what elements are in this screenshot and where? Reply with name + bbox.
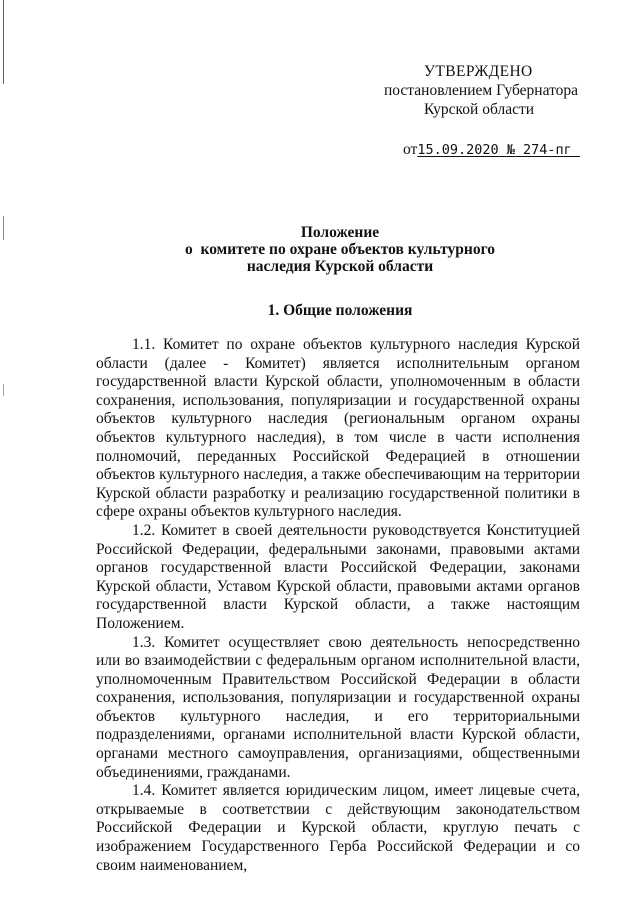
number-sign: №	[506, 142, 515, 158]
section-heading: 1. Общие положения	[267, 302, 413, 319]
date-value: 15.09.2020	[417, 142, 499, 158]
title-line-1: Положение	[300, 224, 380, 241]
number-value: 274-пг	[523, 142, 572, 158]
paragraph-1-2: 1.2. Комитет в своей деятельности руководствуется Конституцией Российской Федерации, федеральными законами, правовыми актами органов государственной власти Российской Федерации, законами Курской области, Уставом Курской области, правовыми актами органов государственной власти Курской области, а также настоящим Положением.	[96, 521, 580, 632]
document-title	[100, 224, 580, 275]
scan-margin-line	[3, 0, 4, 600]
approval-region-line: Курской области	[424, 101, 535, 118]
number-tail	[572, 142, 580, 158]
title-line-3: наследия Курской области	[246, 258, 434, 275]
title-line-2: о комитете по охране объектов культурного	[185, 241, 495, 258]
date-prefix: от	[403, 141, 418, 158]
paragraph-1-4: 1.4. Комитет является юридическим лицом, имеет лицевые счета, открываемые в соответствии с действующим законодательством Российской Федерации и Курской области, круглую печать с изображением Государственного Герба Российской Федерации и со своим наименованием,	[96, 782, 580, 874]
number-gap	[499, 142, 507, 158]
approval-title: УТВЕРЖДЕНО	[424, 63, 533, 80]
section-body	[96, 336, 580, 875]
paragraph-1-1: 1.1. Комитет по охране объектов культурного наследия Курской области (далее - Комитет) является исполнительным органом государственной власти Курской области, уполномоченным в области сохранения, использования, популяризации и государственной охраны объектов культурного наследия (региональным органом охраны объектов культурного наследия), в том числе в части исполнения полномочий, переданных Российской Федерацией в отношении объектов культурного наследия, а также обеспечивающим на территории Курской области разработку и реализацию государственной политики в сфере охраны объектов культурного наследия.	[96, 336, 580, 521]
approval-block	[384, 62, 604, 160]
approval-date-number	[403, 140, 604, 160]
approval-decree-line: постановлением Губернатора	[384, 82, 579, 99]
paragraph-1-3: 1.3. Комитет осуществляет свою деятельность непосредственно или во взаимодействии с федеральным органом исполнительной власти, уполномоченным Правительством Российской Федерации в области сохранения, использования, популяризации и государственной охраны объектов культурного наследия, и его территориальными подразделениями, органами исполнительной власти Курской области, органами местного самоуправления, организациями, общественными объединениями, гражданами.	[96, 633, 580, 781]
number-gap-2	[515, 142, 523, 158]
